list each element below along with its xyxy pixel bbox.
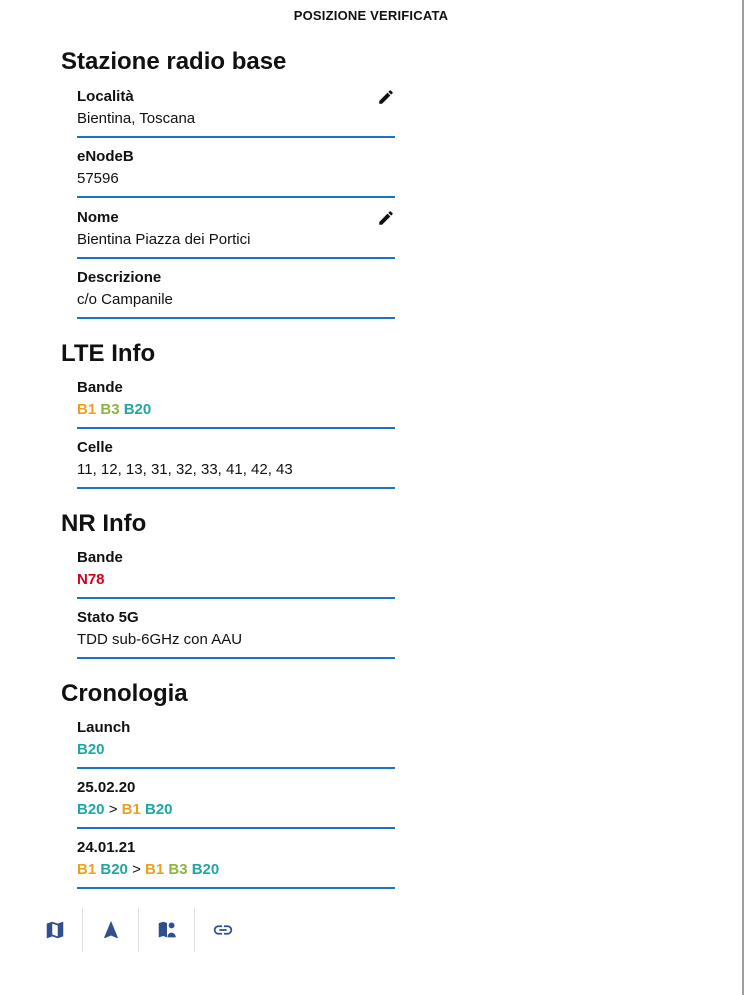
change-arrow: > [132,861,141,878]
history-entry-value [77,801,173,818]
band-badge: B20 [191,861,220,878]
name-label: Nome [77,209,119,226]
locality-value: Bientina, Toscana [77,110,196,127]
history-entry-value [77,861,219,878]
nr-status-label: Stato 5G [77,609,139,626]
lte-cells-field [77,439,395,489]
lte-cells-label: Celle [77,439,113,456]
nr-bands-value [77,571,105,588]
band-badge: B20 [77,801,105,818]
history-entry-label: 24.01.21 [77,839,136,856]
section-title-history: Cronologia [61,680,188,707]
history-entry [77,839,395,889]
navigation-arrow-icon [100,919,122,941]
action-toolbar [27,908,251,952]
history-entry-label: 25.02.20 [77,779,136,796]
band-badge: B20 [123,401,152,418]
band-badge: B1 [145,861,165,878]
link-button[interactable] [195,908,251,952]
history-entry [77,719,395,769]
verified-status: POSIZIONE VERIFICATA [293,8,449,23]
section-title-lte: LTE Info [61,340,156,367]
history-entry-label: Launch [77,719,131,736]
map-button[interactable] [27,908,83,952]
band-badge: B3 [100,401,120,418]
band-badge: N78 [77,571,105,588]
map-icon [44,919,66,941]
navigate-button[interactable] [83,908,139,952]
change-arrow: > [108,801,118,818]
band-badge: B20 [77,741,105,758]
band-badge: B20 [100,861,128,878]
map-pin-user-icon [156,919,178,941]
edit-locality-icon[interactable] [377,88,395,106]
enodeb-label: eNodeB [77,148,134,165]
band-badge: B1 [77,861,97,878]
nr-status-value: TDD sub-6GHz con AAU [77,631,243,648]
edit-name-icon[interactable] [377,209,395,227]
lte-cells-value: 11, 12, 13, 31, 32, 33, 41, 42, 43 [77,461,293,478]
enodeb-value: 57596 [77,170,119,187]
lte-bands-value [77,401,151,418]
nr-bands-field [77,549,395,599]
lte-bands-label: Bande [77,379,123,396]
history-entry-value [77,741,105,758]
band-badge: B1 [77,401,97,418]
band-badge: B1 [121,801,141,818]
band-badge: B20 [145,801,173,818]
history-entry [77,779,395,829]
band-badge: B3 [168,861,188,878]
description-label: Descrizione [77,269,162,286]
locality-label: Località [77,88,134,105]
lte-bands-field [77,379,395,429]
name-field [77,209,395,259]
name-value: Bientina Piazza dei Portici [77,231,251,248]
nr-status-field [77,609,395,659]
section-title-nr: NR Info [61,510,147,537]
map-user-button[interactable] [139,908,195,952]
locality-field [77,88,395,138]
description-field [77,269,395,319]
nr-bands-label: Bande [77,549,123,566]
enodeb-field [77,148,395,198]
link-icon [212,919,234,941]
description-value: c/o Campanile [77,291,173,308]
section-title-base-station: Stazione radio base [61,48,287,75]
